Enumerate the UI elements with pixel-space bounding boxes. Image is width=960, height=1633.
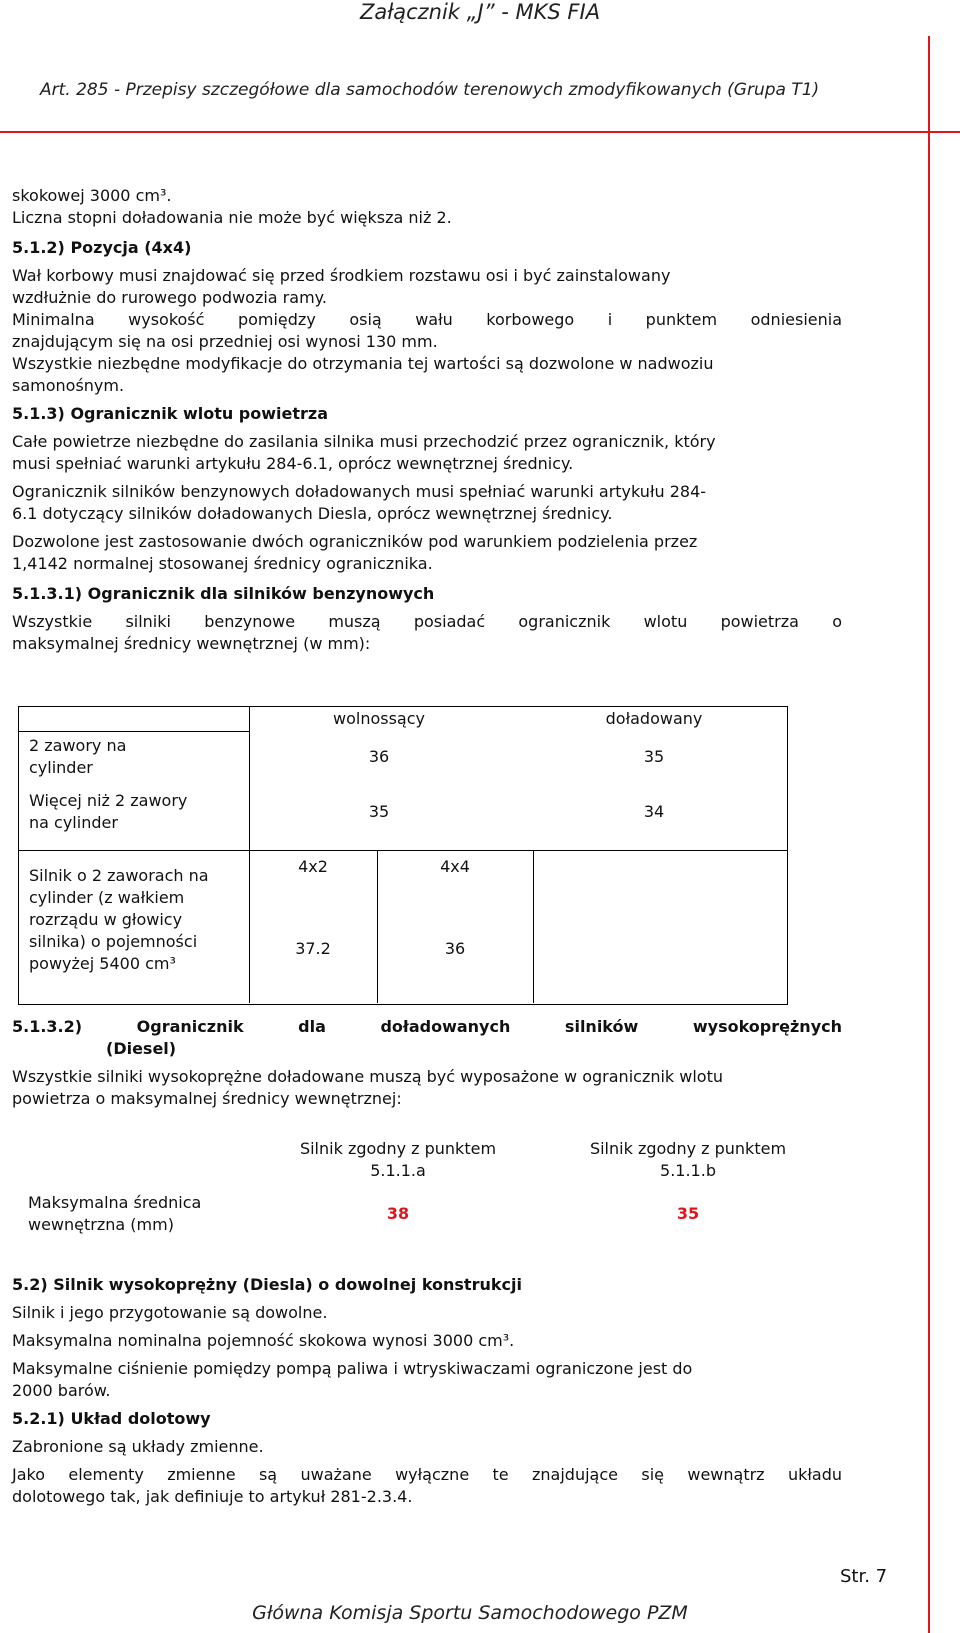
col-header-naturally-aspirated: wolnossący xyxy=(333,709,425,728)
restrictor-table-diesel xyxy=(18,1138,787,1238)
header-divider xyxy=(0,131,960,133)
row-label-2-valves: 2 zawory na cylinder xyxy=(29,736,127,777)
paragraph: Wszystkie niezbędne modyfikacje do otrzymania tej wartości są dozwolone w nadwoziu xyxy=(12,354,714,373)
paragraph: wzdłużnie do rurowego podwozia ramy. xyxy=(12,288,327,307)
paragraph: Silnik i jego przygotowanie są dowolne. xyxy=(12,1303,328,1322)
paragraph: samonośnym. xyxy=(12,376,125,395)
table-cell: 36 xyxy=(444,939,466,958)
paragraph: powietrza o maksymalnej średnicy wewnętrznej: xyxy=(12,1089,402,1108)
paragraph: Wał korbowy musi znajdować się przed środkiem rozstawu osi i być zainstalowany xyxy=(12,266,671,285)
heading-513: 5.1.3) Ogranicznik wlotu powietrza xyxy=(12,404,329,423)
paragraph: maksymalnej średnicy wewnętrznej (w mm): xyxy=(12,634,371,653)
paragraph: 1,4142 normalnej stosowanej średnicy ogranicznika. xyxy=(12,554,433,573)
table-cell: 35 xyxy=(643,747,665,766)
row-label-max-diameter: Maksymalna średnica wewnętrzna (mm) xyxy=(28,1193,202,1234)
paragraph: Wszystkie silniki wysokoprężne doładowane muszą być wyposażone w ogranicznik wlotu xyxy=(12,1067,724,1086)
heading-5132: 5.1.3.2) Ogranicznik dla doładowanych silników wysokoprężnych xyxy=(12,1017,842,1036)
table-cell: 35 xyxy=(368,802,390,821)
heading-52: 5.2) Silnik wysokoprężny (Diesla) o dowolnej konstrukcji xyxy=(12,1275,522,1294)
section-5132 xyxy=(12,1016,842,1110)
col-header-511a: Silnik zgodny z punktem 5.1.1.a xyxy=(299,1139,497,1180)
col-header-turbocharged: doładowany xyxy=(605,709,703,728)
paragraph: Jako elementy zmienne są uważane wyłączne te znajdujące się wewnątrz układu xyxy=(12,1465,842,1484)
heading-5132-cont: (Diesel) xyxy=(106,1039,177,1058)
organization-footer: Główna Komisja Sportu Samochodowego PZM xyxy=(252,1602,688,1624)
table-cell: 36 xyxy=(368,747,390,766)
paragraph: Ogranicznik silników benzynowych doładowanych musi spełniać warunki artykułu 284- xyxy=(12,482,707,501)
row-label-5400: Silnik o 2 zaworach na cylinder (z wałkiem rozrządu w głowicy silnika) o pojemności powyżej 5400 cm³ xyxy=(29,866,209,973)
page-number: Str. 7 xyxy=(840,1566,888,1587)
section-52 xyxy=(12,1274,842,1508)
col-header-4x2: 4x2 xyxy=(298,857,328,876)
table-cell: 37.2 xyxy=(295,939,331,958)
paragraph: skokowej 3000 cm³. xyxy=(12,186,172,205)
paragraph: Maksymalne ciśnienie pomiędzy pompą paliwa i wtryskiwaczami ograniczone jest do xyxy=(12,1359,693,1378)
paragraph: musi spełniać warunki artykułu 284-6.1, oprócz wewnętrznej średnicy. xyxy=(12,454,574,473)
col-header-4x4: 4x4 xyxy=(440,857,470,876)
table-cell: 34 xyxy=(643,802,665,821)
paragraph: Dozwolone jest zastosowanie dwóch ograniczników pod warunkiem podzielenia przez xyxy=(12,532,698,551)
heading-521: 5.2.1) Układ dolotowy xyxy=(12,1409,211,1428)
paragraph: dolotowego tak, jak definiuje to artykuł 281-2.3.4. xyxy=(12,1487,413,1506)
paragraph: Całe powietrze niezbędne do zasilania silnika musi przechodzić przez ogranicznik, który xyxy=(12,432,716,451)
paragraph: Maksymalna nominalna pojemność skokowa wynosi 3000 cm³. xyxy=(12,1331,515,1350)
row-label-more-valves: Więcej niż 2 zawory na cylinder xyxy=(29,791,188,832)
section-512 xyxy=(12,185,842,655)
table-cell-highlight: 35 xyxy=(676,1204,700,1223)
margin-rule xyxy=(928,36,930,1633)
heading-512: 5.1.2) Pozycja (4x4) xyxy=(12,238,192,257)
paragraph: 2000 barów. xyxy=(12,1381,111,1400)
table-cell-highlight: 38 xyxy=(386,1204,410,1223)
paragraph: Zabronione są układy zmienne. xyxy=(12,1437,264,1456)
paragraph: Wszystkie silniki benzynowe muszą posiadać ogranicznik wlotu powietrza o xyxy=(12,612,842,631)
heading-5131: 5.1.3.1) Ogranicznik dla silników benzynowych xyxy=(12,584,435,603)
paragraph: znajdującym się na osi przedniej osi wynosi 130 mm. xyxy=(12,332,438,351)
col-header-511b: Silnik zgodny z punktem 5.1.1.b xyxy=(589,1139,787,1180)
paragraph: Liczna stopni doładowania nie może być większa niż 2. xyxy=(12,208,452,227)
restrictor-table-petrol xyxy=(18,706,788,1005)
paragraph: Minimalna wysokość pomiędzy osią wału korbowego i punktem odniesienia xyxy=(12,310,842,329)
document-header: Załącznik „J” - MKS FIA xyxy=(359,0,601,24)
article-title: Art. 285 - Przepisy szczegółowe dla samochodów terenowych zmodyfikowanych (Grupa T1) xyxy=(40,80,820,100)
paragraph: 6.1 dotyczący silników doładowanych Diesla, oprócz wewnętrznej średnicy. xyxy=(12,504,613,523)
